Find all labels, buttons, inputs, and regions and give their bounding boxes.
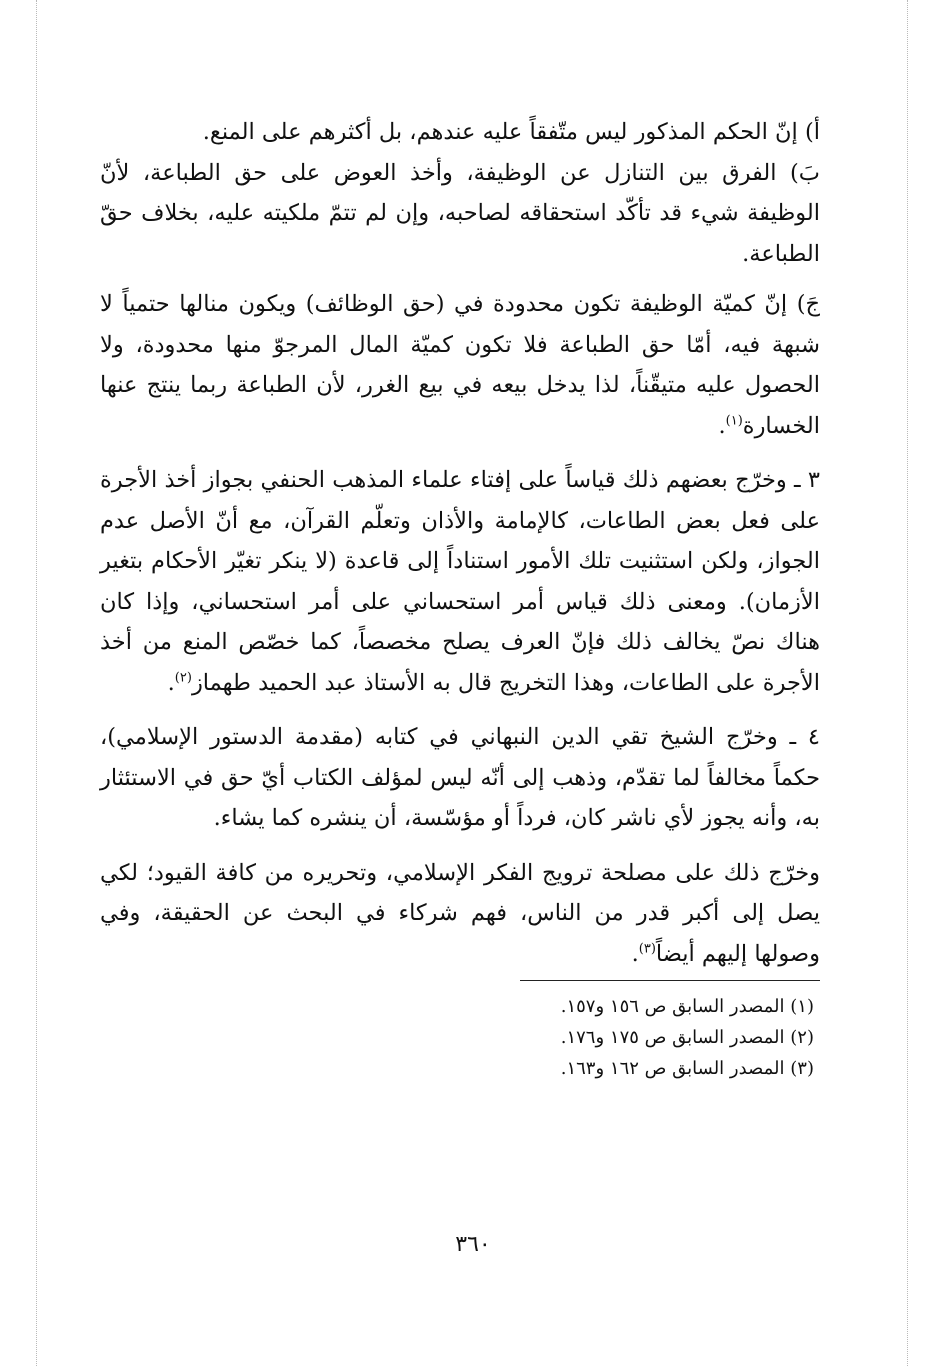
item-3 <box>100 460 820 703</box>
footnote-3: (٣) المصدر السابق ص ١٦٢ و١٦٣. <box>560 1058 814 1079</box>
item-3-end: . <box>167 669 175 696</box>
closing-paragraph <box>100 853 820 975</box>
footnote-ref-3[interactable]: (٣) <box>638 941 656 956</box>
page-body <box>100 112 820 1084</box>
closing-end: . <box>631 940 639 967</box>
footnote-separator <box>520 980 820 981</box>
item-4-text: وخرّج الشيخ تقي الدين النبهاني في كتابه (مقدمة الدستور الإسلامي)، حكماً مخالفاً لما تقدّم، وذهب إلى أنّه ليس لمؤلف الكتاب أيّ حق في الاستئثار به، وأنه يجوز لأي ناشر كان، فرداً أو مؤسّسة، أن ينشره كما يشاء. <box>100 724 820 831</box>
item-b-text: الفرق بين التنازل عن الوظيفة، وأخذ العوض على حق الطباعة، لأنّ الوظيفة شيء قد تأكّد استحقاقه لصاحبه، وإن لم تتمّ ملكيته عليه، بخلاف حقّ الطباعة. <box>100 159 820 267</box>
scan-edge-left <box>36 0 37 1366</box>
item-c <box>100 284 820 446</box>
item-c-text: إنّ كميّة الوظيفة تكون محدودة في (حق الوظائف) ويكون منالها حتمياً لا شبهة فيه، أمّا حق الطباعة فلا تكون كميّة المال المرجوّ منها محدودة، ولا الحصول عليه متيقّناً، لذا يدخل بيعه في بيع الغرر، لأن الطباعة ربما ينتج عنها الخسارة <box>100 291 820 439</box>
footnote-ref-2[interactable]: (٢) <box>174 670 192 685</box>
footnote-1: (١) المصدر السابق ص ١٥٦ و١٥٧. <box>560 996 814 1017</box>
item-a-text: إنّ الحكم المذكور ليس متّفقاً عليه عندهم، بل أكثرهم على المنع. <box>202 119 798 145</box>
item-a-label: أ) <box>804 119 820 145</box>
closing-text: وخرّج ذلك على مصلحة ترويج الفكر الإسلامي، وتحريره من كافة القيود؛ لكي يصل إلى أكبر قدر من الناس، فهم شركاء في البحث عن الحقيقة، وفي وصولها إليهم أيضاً <box>100 859 820 967</box>
page-number: ٣٦٠ <box>455 1232 491 1257</box>
item-3-text: وخرّج بعضهم ذلك قياساً على إفتاء علماء المذهب الحنفي بجواز أخذ الأجرة على فعل بعض الطاعات، كالإمامة والأذان وتعلّم القرآن، مع أنّ الأصل عدم الجواز، ولكن استثنيت تلك الأمور استناداً إلى قاعدة (لا ينكر تغيّر الأحكام بتغير الأزمان). ومعنى ذلك قياس أمر استحساني على أمر استحساني، وإذا كان هناك نصّ يخالف ذلك فإنّ العرف يصلح مخصصاً، كما خصّص المنع من أخذ الأجرة على الطاعات، وهذا التخريج قال به الأستاذ عبد الحميد طهماز <box>100 467 820 696</box>
item-4 <box>100 717 820 839</box>
item-b <box>100 153 820 275</box>
scan-edge-right <box>907 0 908 1366</box>
item-b-label: بَ) <box>790 159 820 186</box>
footnote-ref-1[interactable]: (١) <box>725 413 743 428</box>
item-3-label: ٣ ـ <box>794 467 820 493</box>
item-c-label: جَ) <box>796 291 821 317</box>
item-4-label: ٤ ـ <box>789 724 820 750</box>
item-a <box>100 112 820 153</box>
footnote-2: (٢) المصدر السابق ص ١٧٥ و١٧٦. <box>560 1027 814 1048</box>
item-c-end: . <box>718 412 726 439</box>
